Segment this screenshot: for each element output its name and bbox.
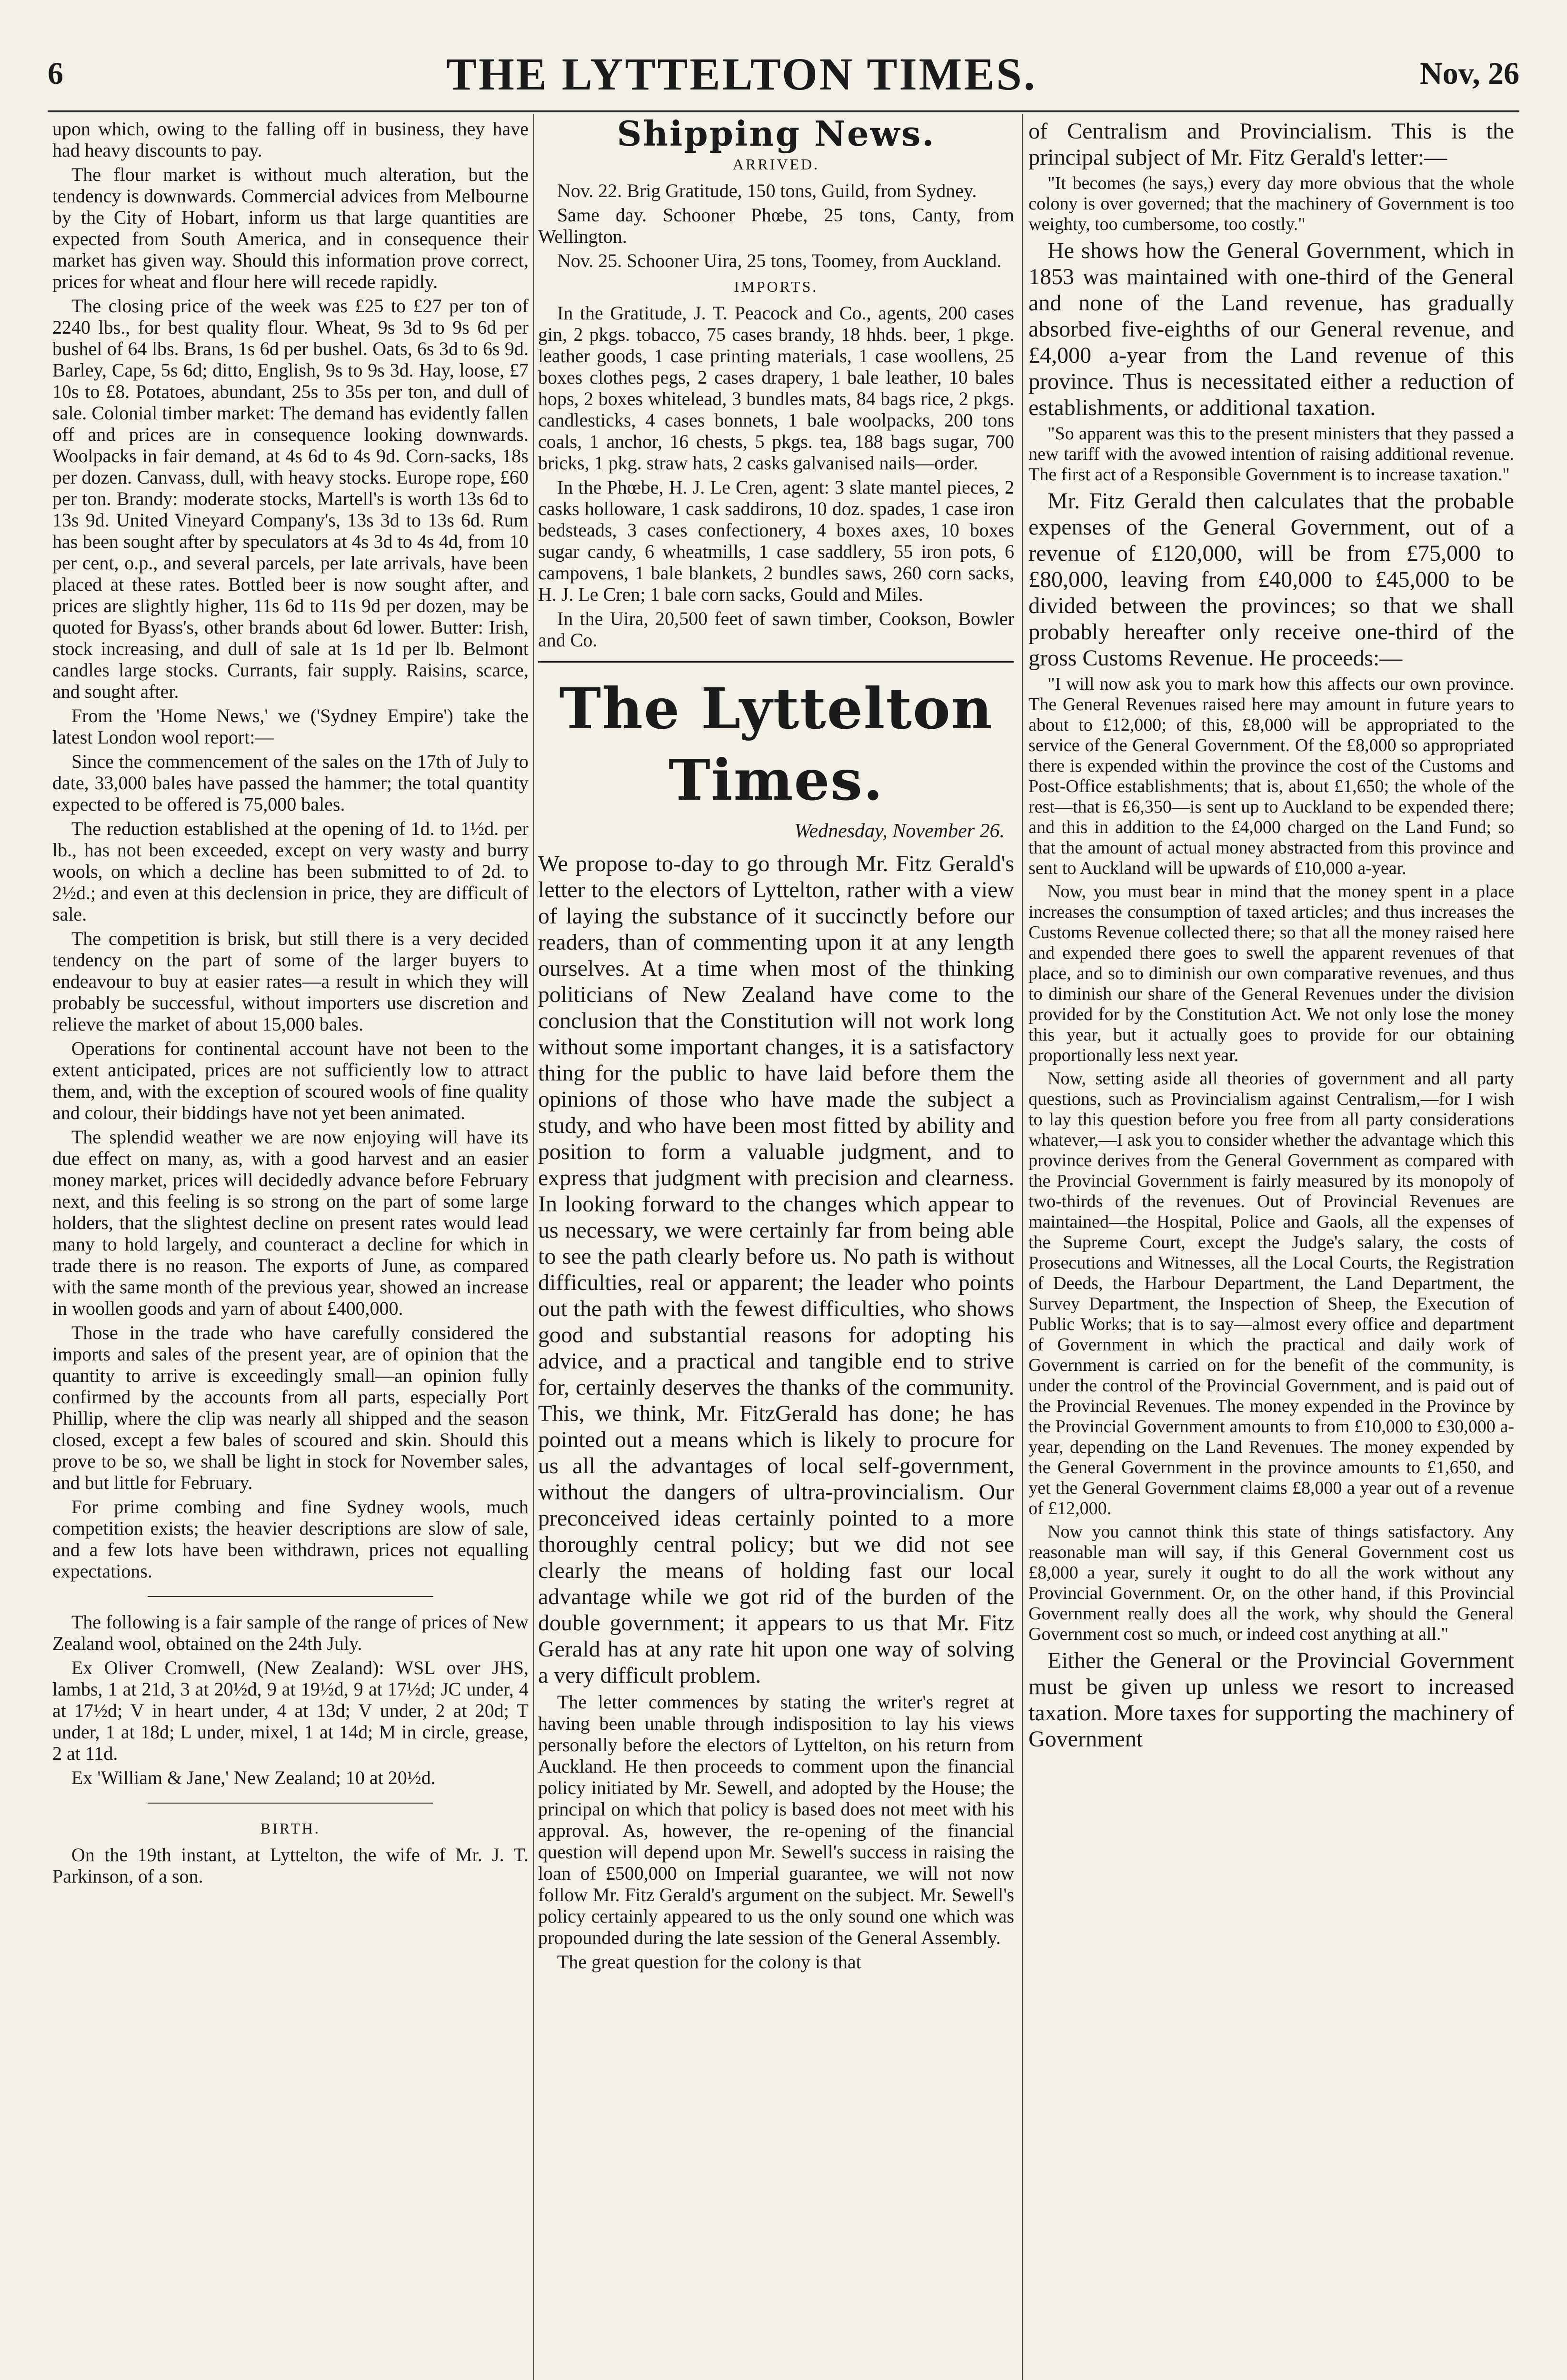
paragraph: The competition is brisk, but still there is a very decided tendency on the part of some of the larger buyers to endeavour to buy at easier rates—a result in which they will probably be successful, without importers use discretion and relieve the market of about 15,000 bales. (52, 928, 529, 1035)
imports-heading: IMPORTS. (734, 278, 818, 295)
shipping-heading: Shipping News. (617, 118, 936, 154)
arrived-heading: ARRIVED. (732, 156, 820, 173)
paragraph: Mr. Fitz Gerald then calculates that the probable expenses of the General Government, out of a revenue of £120,000, will be from £75,000 to £80,000, leaving from £40,000 to £45,000 to be divided between the provinces; so that we shall probably hereafter only receive one-third of the gross Customs Revenue. He proceeds:— (1028, 488, 1514, 671)
section-divider (148, 1596, 433, 1597)
paragraph: Either the General or the Provincial Government must be given up unless we resort to increased taxation. More taxes for supporting the machinery of Government (1028, 1648, 1514, 1752)
column-divider (1022, 114, 1023, 2380)
quotation: Now, you must bear in mind that the money spent in a place increases the consumption of taxed articles; and thus increases the Customs Revenue collected there; so that all the money raised here and expended there goes to swell the apparent revenues of that place, and so to diminish our own comparative revenues, and thus to diminish our share of the General Revenues under the division provided for by the Constitution Act. We not only lose the money this year, but it actually goes to provide for our obtaining proportionally less next year. (1028, 882, 1514, 1065)
section-divider (538, 661, 1014, 663)
arrival-entry: Nov. 22. Brig Gratitude, 150 tons, Guild, from Sydney. (557, 180, 977, 201)
paragraph: The great question for the colony is that (557, 1951, 861, 1973)
issue-date: Nov, 26 (1419, 56, 1519, 91)
newspaper-running-title: THE LYTTELTON TIMES. (446, 48, 1037, 99)
import-entry: In the Phœbe, H. J. Le Cren, agent: 3 slate mantel pieces, 2 casks holloware, 1 cask saddirons, 10 doz. spades, 1 case iron bedsteads, 3 cases confectionery, 4 boxes axes, 10 boxes sugar candy, 6 wheatmills, 1 case saddlery, 55 iron pots, 6 campovens, 1 bale blankets, 2 bundles saws, 260 corn sacks, H. J. Le Cren; 1 bale corn sacks, Gould and Miles. (538, 476, 1014, 605)
column-shipping-and-editorial (538, 118, 1014, 2380)
quotation: "So apparent was this to the present ministers that they passed a new tariff with the avowed intention of raising additional revenue. The first act of a Responsible Government is to increase taxation." (1028, 424, 1514, 485)
paragraph: Operations for continental account have not been to the extent anticipated, prices are not sufficiently low to attract them, and, with the exception of scoured wools of fine quality and colour, their biddings have not yet been animated. (52, 1038, 529, 1123)
editorial-title: The Lyttelton Times. (559, 675, 993, 813)
masthead-rule (48, 110, 1519, 112)
paragraph: upon which, owing to the falling off in business, they have had heavy discounts to pay. (52, 118, 529, 161)
section-divider (148, 1803, 433, 1804)
paragraph: From the 'Home News,' we ('Sydney Empire') take the latest London wool report:— (52, 705, 529, 748)
birth-heading: BIRTH. (260, 1820, 321, 1837)
editorial-lead: We propose to-day to go through Mr. Fitz Gerald's letter to the electors of Lyttelton, rather with a view of laying the substance of it succinctly before our readers, than of commenting upon it at any length ourselves. At a time when most of the thinking politicians of New Zealand have come to the conclusion that the Constitution will not work long without some important changes, it is a satisfactory thing for the public to have laid before them the opinions of those who have made the subject a study, and who have been most fitted by ability and position to form a valuable judgment, and to express that judgment with precision and clearness. In looking forward to the changes which appear to us necessary, we were certainly far from being able to see the path clearly before us. No path is without difficulties, real or apparent; the leader who points out the path with the fewest difficulties, who shows good and substantial reasons for adopting his advice, and a practical and tangible end to strive for, certainly deserves the thanks of the community. This, we think, Mr. FitzGerald has done; he has pointed out a means which is likely to procure for us all the advantages of local self-government, without the dangers of ultra-provincialism. Our preconceived ideas certainly pointed to a more thoroughly central policy; but we did not see clearly the means of holding fast our local advantage while we got rid of the burden of the double government; it appears to us that Mr. Fitz Gerald has at any rate hit upon one way of solving a very difficult problem. (538, 851, 1014, 1688)
arrival-entry: Same day. Schooner Phœbe, 25 tons, Canty, from Wellington. (538, 204, 1014, 247)
paragraph: The reduction established at the opening of 1d. to 1½d. per lb., has not been exceeded, except on very wasty and burry wools, on which a decline has been submitted to of 2d. to 2½d.; and even at this declension in price, they are difficult of sale. (52, 818, 529, 925)
quotation: "I will now ask you to mark how this affects our own province. The General Revenues raised here may amount in future years to about to £12,000; of this, £8,000 will be appropriated to the service of the General Government. Of the £8,000 so appropriated there is expended within the province the cost of the Customs and Post-Office establishments; that is, about £1,650; the whole of the rest—that is £6,350—is sent up to Auckland to be expended there; and this in addition to the £4,000 charged on the Land Fund; so that the amount of actual money abstracted from this province and sent to Auckland will be upwards of £10,000 a-year. (1028, 674, 1514, 878)
paragraph: Those in the trade who have carefully considered the imports and sales of the present year, are of opinion that the quantity to arrive is exceedingly small—an opinion fully confirmed by the accounts from all parts, especially Port Phillip, where the clip was nearly all shipped and the season closed, except a few bales of scoured and skin. Should this prove to be so, we shall be light in stock for November sales, and but little for February. (52, 1322, 529, 1493)
import-entry: In the Uira, 20,500 feet of sawn timber, Cookson, Bowler and Co. (538, 608, 1014, 651)
masthead (48, 38, 1519, 109)
paragraph: The splendid weather we are now enjoying will have its due effect on many, as, with a good harvest and an easier money market, prices will decidedly advance before February next, and this feeling is so strong on the part of some large holders, that the slightest decline on present rates would lead many to hold largely, and counteract a decline for which in trade there is no reason. The exports of June, as compared with the same month of the previous year, showed an increase in woollen goods and yarn of about £400,000. (52, 1126, 529, 1319)
paragraph: He shows how the General Government, which in 1853 was maintained with one-third of the General and none of the Land revenue, has gradually absorbed five-eighths of our General revenue, and £4,000 a-year from the Land revenue of this province. Thus is necessitated either a reduction of establishments, or additional taxation. (1028, 238, 1514, 420)
paragraph: The closing price of the week was £25 to £27 per ton of 2240 lbs., for best quality flour. Wheat, 9s 3d to 9s 6d per bushel of 64 lbs. Brans, 1s 6d per bushel. Oats, 6s 3d to 6s 9d. Barley, Cape, 5s 6d; ditto, English, 9s to 9s 3d. Hay, loose, £7 10s to £8. Potatoes, abundant, 25s to 35s per ton, and dull of sale. Colonial timber market: The demand has evidently fallen off and prices are in consequence looking downwards. Woolpacks in fair demand, at 4s 6d to 4s 9d. Corn-sacks, 18s per dozen. Canvass, dull, with heavy stocks. Europe rope, £60 per ton. Brandy: moderate stocks, Martell's is worth 13s 6d to 13s 9d. United Vineyard Company's, 13s 3d to 13s 6d. Rum has been sought after by speculators at 4s 3d to 4s 4d, from 10 per cent, o.p., and several parcels, per late arrivals, have been placed at these rates. Bottled beer is now sought after, and prices are slightly higher, 11s 6d to 11s 9d per dozen, may be quoted for Byass's, other brands about 6d lower. Butter: Irish, stock increasing, and dull of sale at 1s 1d per lb. Belmont candles large stocks. Currants, fair supply. Raisins, scarce, and sought after. (52, 295, 529, 702)
quotation: Now, setting aside all theories of government and all party questions, such as Provincialism against Centralism,—for I wish to lay this question before you free from all party considerations whatever,—I ask you to consider whether the advantage which this province derives from the General Government as compared with the Provincial Government is fairly measured by its monopoly of two-thirds of the revenues. Out of Provincial Revenues are maintained—the Hospital, Police and Gaols, all the expenses of the Supreme Court, except the Judge's salary, the costs of Prosecutions and Witnesses, all the Local Courts, the Registration of Deeds, the Harbour Department, the Land Department, the Survey Department, the Inspection of Sheep, the Execution of Public Works; that is to say—almost every office and department of Government in which the practical and daily work of Government is carried on for the benefit of the community, is under the control of the Provincial Government, and is paid out of the Provincial Revenues. The money expended in the Province by the Provincial Government amounts to from £10,000 to £30,000 a-year, depending on the Land Revenues. The money expended by the General Government in the province amounts to £1,650, and yet the General Government claims £8,000 a year out of a revenue of £12,000. (1028, 1069, 1514, 1518)
paragraph: The letter commences by stating the writer's regret at having been unable through indisposition to lay his views personally before the electors of Lyttelton, on his return from Auckland. He then proceeds to comment upon the financial policy initiated by Mr. Sewell, and adopted by the House; the principal on which that policy is based does not meet with his approval. As, however, the re-opening of the financial question will depend upon Mr. Sewell's success in raising the loan of £500,000 on Imperial guarantee, we will not now follow Mr. Fitz Gerald's argument on the subject. Mr. Sewell's policy certainly appeared to us the only sound one which was propounded during the late session of the General Assembly. (538, 1691, 1014, 1948)
wool-prices: Ex Oliver Cromwell, (New Zealand): WSL over JHS, lambs, 1 at 21d, 3 at 20½d, 9 at 19½d, 9 at 17½d; JC under, 4 at 17½d; V in heart under, 4 at 13d; V under, 2 at 20d; T under, 1 at 18d; L under, mixel, 1 at 14d; M in circle, grease, 2 at 11d. (52, 1657, 529, 1764)
birth-notice: On the 19th instant, at Lyttelton, the wife of Mr. J. T. Parkinson, of a son. (52, 1844, 529, 1887)
column-commercial-news (52, 118, 529, 2380)
paragraph: For prime combing and fine Sydney wools, much competition exists; the heavier descriptions are slow of sale, and a few lots have been withdrawn, prices not equalling expectations. (52, 1496, 529, 1582)
paragraph: of Centralism and Provincialism. This is the principal subject of Mr. Fitz Gerald's letter:— (1028, 119, 1514, 170)
editorial-dateline: Wednesday, November 26. (794, 820, 1005, 842)
quotation: "It becomes (he says,) every day more obvious that the whole colony is over governed; that the machinery of Government is too weighty, too cumbersome, too costly." (1028, 173, 1514, 234)
column-divider (533, 114, 534, 2380)
wool-note: The following is a fair sample of the range of prices of New Zealand wool, obtained on the 24th July. (52, 1611, 529, 1654)
paragraph: Since the commencement of the sales on the 17th of July to date, 33,000 bales have passed the hammer; the total quantity expected to be offered is 75,000 bales. (52, 751, 529, 815)
wool-prices: Ex 'William & Jane,' New Zealand; 10 at 20½d. (71, 1767, 436, 1788)
column-editorial-continued (1028, 118, 1514, 2380)
paragraph: The flour market is without much alteration, but the tendency is downwards. Commercial advices from Melbourne by the City of Hobart, inform us that large quantities are expected from South America, and in consequence their market has given way. Should this information prove correct, prices for wheat and flour here will recede rapidly. (52, 164, 529, 292)
quotation: Now you cannot think this state of things satisfactory. Any reasonable man will say, if this General Government cost us £8,000 a year, surely it ought to do all the work without any Provincial Government. Or, on the other hand, if this Provincial Government really does all the work, why should the General Government cost so much, or indeed cost anything at all." (1028, 1522, 1514, 1644)
page-number: 6 (48, 56, 63, 91)
import-entry: In the Gratitude, J. T. Peacock and Co., agents, 200 cases gin, 2 pkgs. tobacco, 75 cases brandy, 18 hhds. beer, 1 pkge. leather goods, 1 case printing materials, 1 case woollens, 25 boxes clothes pegs, 2 cases drapery, 1 bale leather, 10 bales hops, 2 boxes whitelead, 3 bundles mats, 84 bags rice, 2 pkgs. candlesticks, 4 cases bonnets, 1 bale woolpacks, 200 tons coals, 1 anchor, 16 chests, 5 pkgs. tea, 188 bags sugar, 700 bricks, 1 pkg. straw hats, 2 casks galvanised nails—order. (538, 302, 1014, 474)
arrival-entry: Nov. 25. Schooner Uira, 25 tons, Toomey, from Auckland. (557, 250, 1002, 271)
